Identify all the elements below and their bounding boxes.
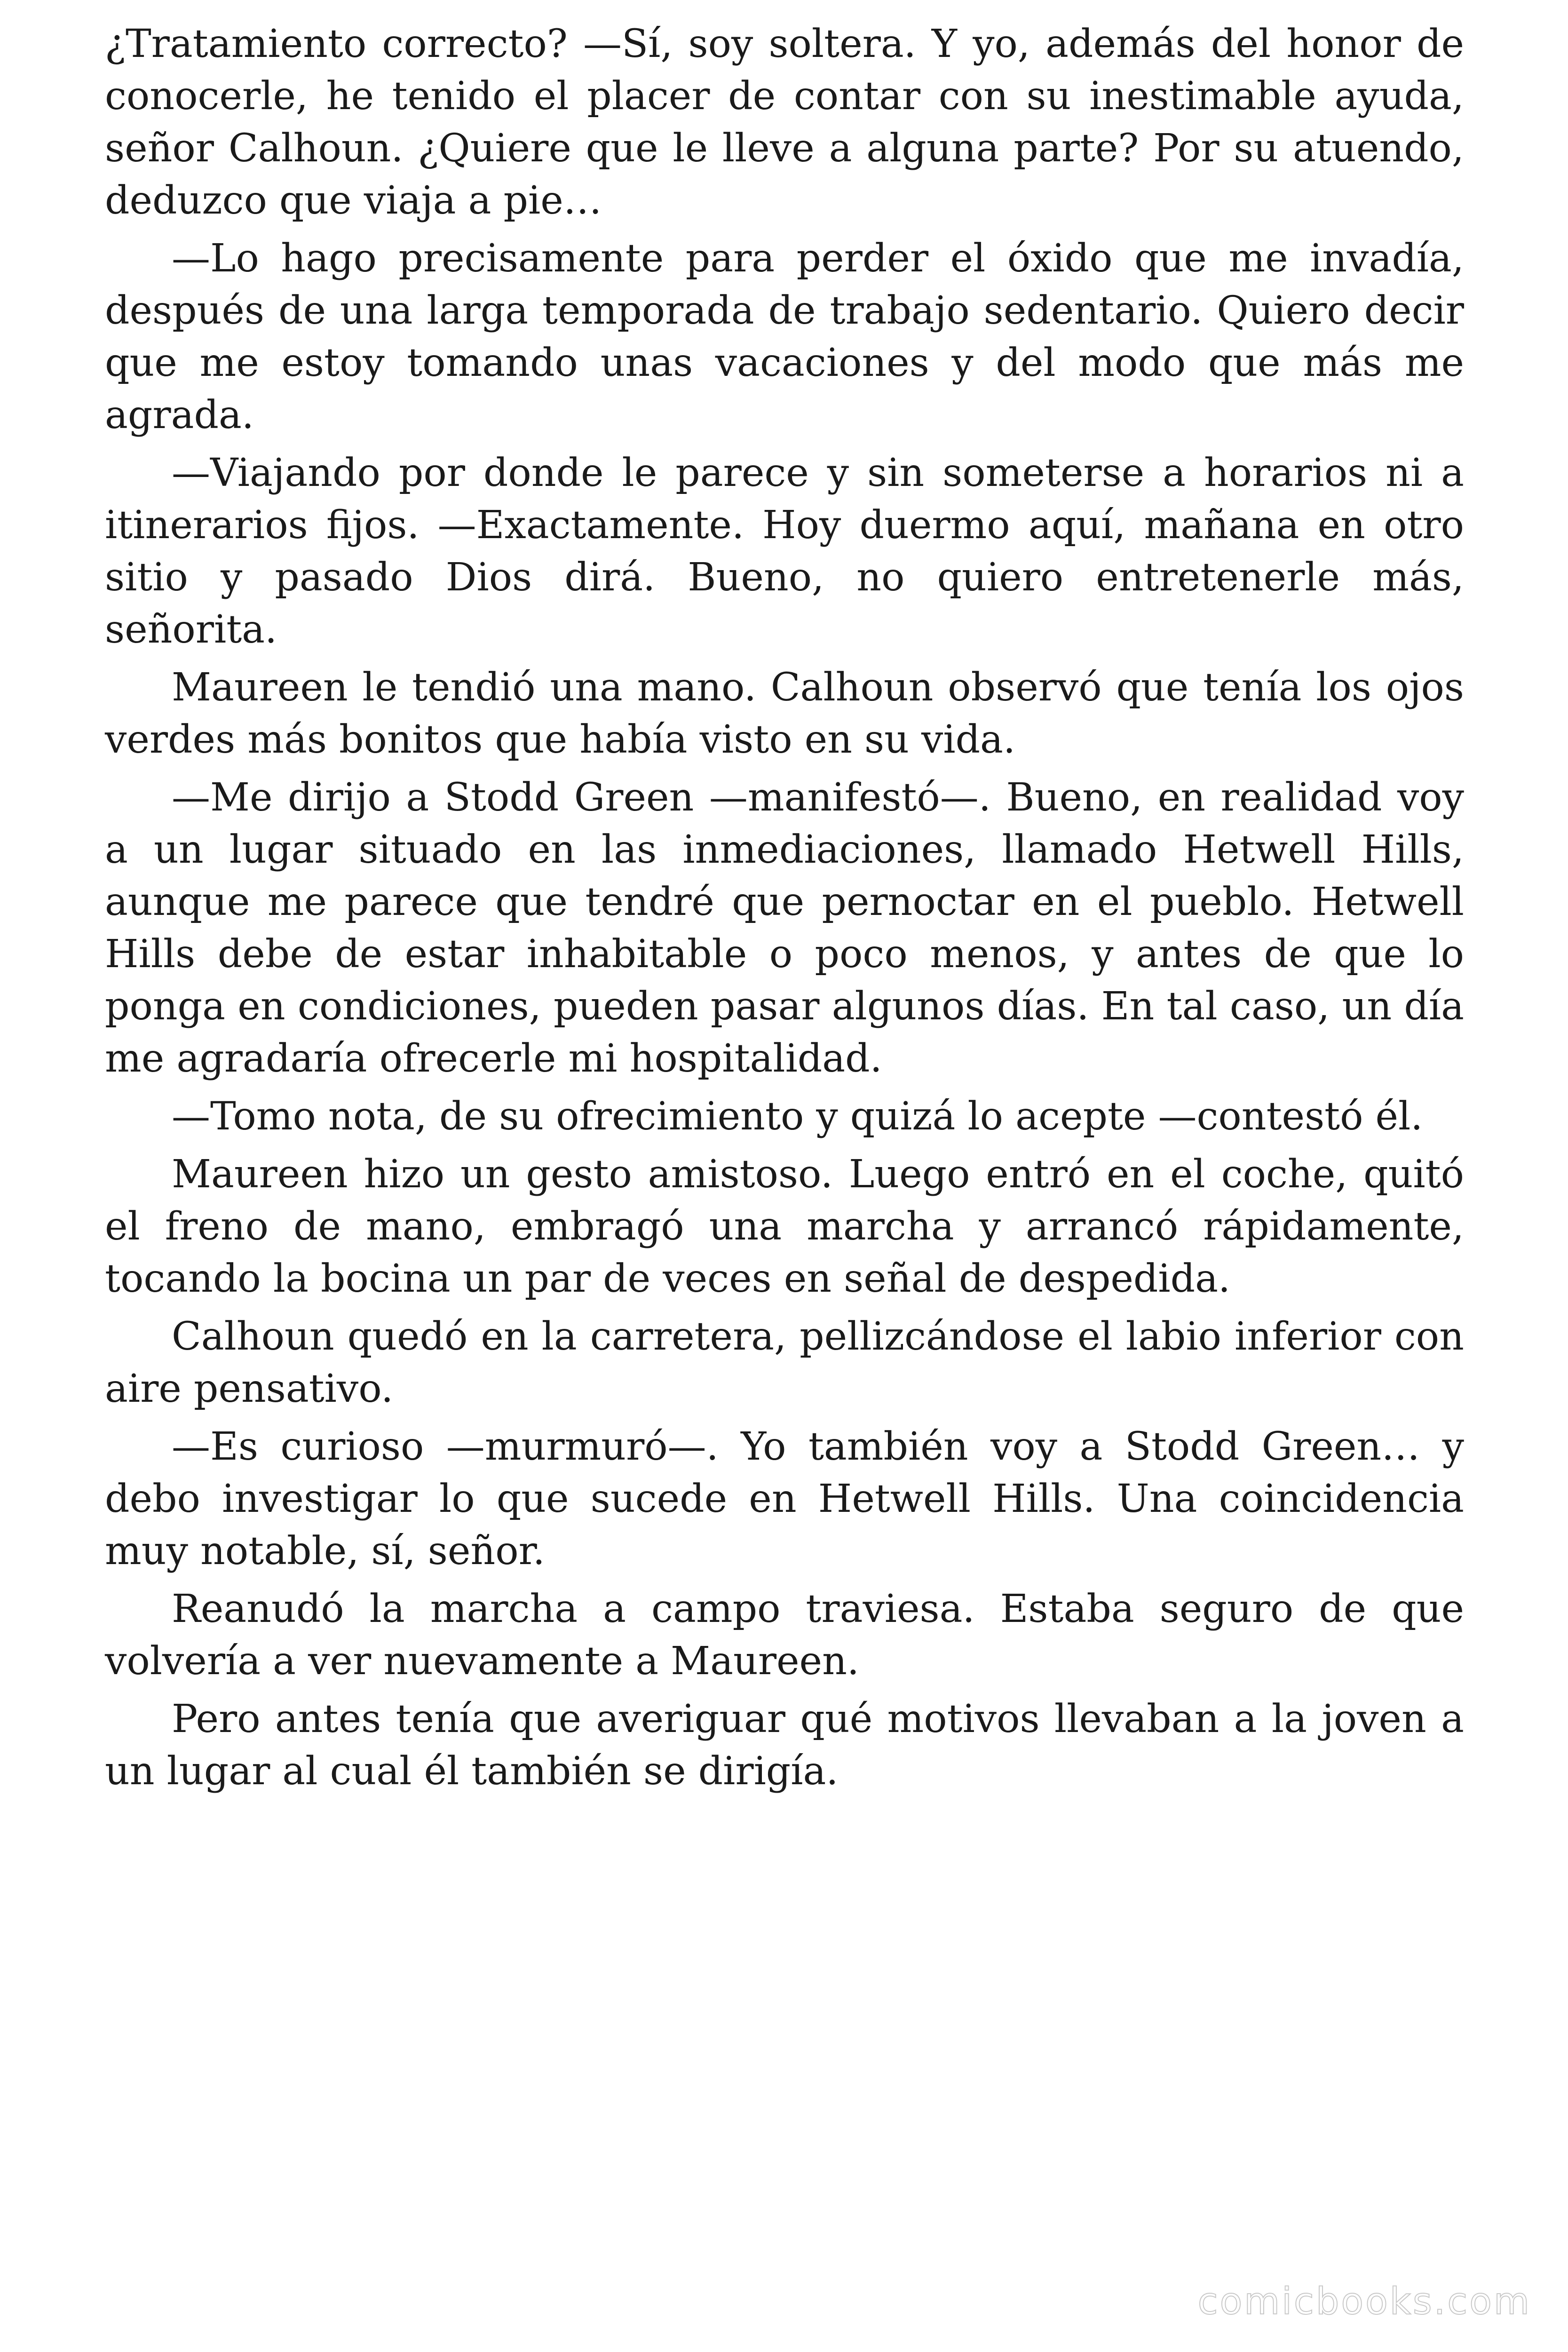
paragraph: —Viajando por donde le parece y sin someterse a horarios ni a itinerarios fijos. —Exactamente. Hoy duermo aquí, mañana en otro sitio y pasado Dios dirá. Bueno, no quiero entretenerle más, señorita. [105,451,1464,652]
book-page [105,18,1464,1803]
paragraph: —Me dirijo a Stodd Green —manifestó—. Bueno, en realidad voy a un lugar situado en las inmediaciones, llamado Hetwell Hills, aunque me parece que tendré que pernoctar en el pueblo. Hetwell Hills debe de estar inhabitable o poco menos, y antes de que lo ponga en condiciones, pueden pasar algunos días. En tal caso, un día me agradaría ofrecerle mi hospitalidad. [105,775,1464,1081]
watermark: comicbooks.com [1197,2280,1531,2323]
paragraph: Maureen le tendió una mano. Calhoun observó que tenía los ojos verdes más bonitos que había visto en su vida. [105,665,1464,762]
paragraph: —Lo hago precisamente para perder el óxido que me invadía, después de una larga temporada de trabajo sedentario. Quiero decir que me estoy tomando unas vacaciones y del modo que más me agrada. [105,236,1464,437]
paragraph: Pero antes tenía que averiguar qué motivos llevaban a la joven a un lugar al cual él también se dirigía. [105,1697,1464,1794]
paragraph: —Es curioso —murmuró—. Yo también voy a Stodd Green… y debo investigar lo que sucede en Hetwell Hills. Una coincidencia muy notable, sí, señor. [105,1424,1464,1573]
paragraph: Maureen hizo un gesto amistoso. Luego entró en el coche, quitó el freno de mano, embragó una marcha y arrancó rápidamente, tocando la bocina un par de veces en señal de despedida. [105,1152,1464,1301]
paragraph: —Tomo nota, de su ofrecimiento y quizá lo acepte —contestó él. [172,1094,1423,1139]
paragraph: ¿Tratamiento correcto? —Sí, soy soltera. Y yo, además del honor de conocerle, he tenido el placer de contar con su inestimable ayuda, señor Calhoun. ¿Quiere que le lleve a alguna parte? Por su atuendo, deduzco que viaja a pie… [105,22,1464,223]
paragraph: Reanudó la marcha a campo traviesa. Estaba seguro de que volvería a ver nuevamente a Maureen. [105,1587,1464,1684]
paragraph: Calhoun quedó en la carretera, pellizcándose el labio inferior con aire pensativo. [105,1314,1464,1411]
